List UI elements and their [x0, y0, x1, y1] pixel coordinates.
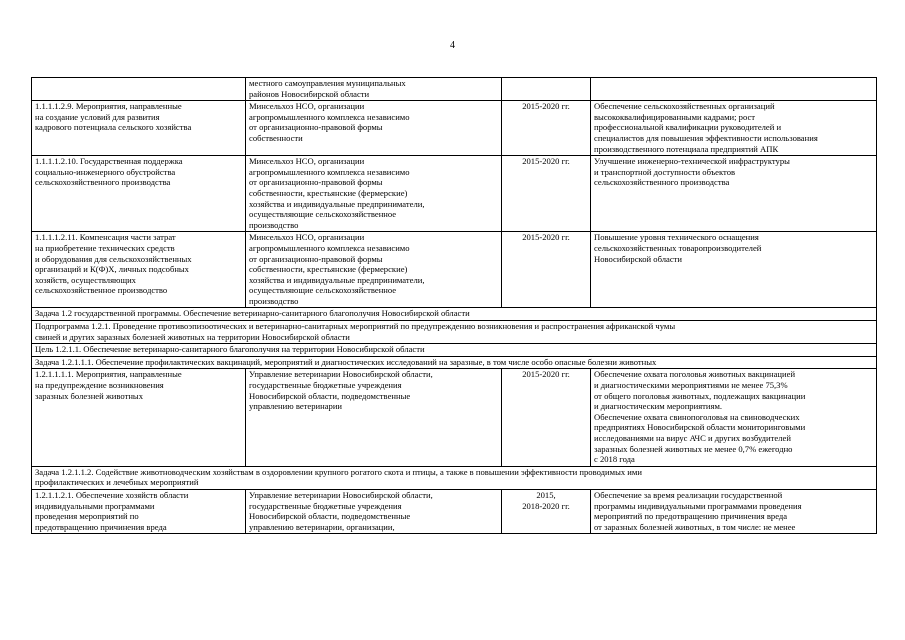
activity-row [32, 101, 877, 156]
activity-cell: 1.2.1.1.2.1. Обеспечение хозяйств области индивидуальными программами проведения мероприятий по предотвращению причинения вреда [32, 489, 246, 533]
section-heading-row [32, 466, 877, 489]
activity-cell [32, 78, 246, 101]
executor-cell: Минсельхоз НСО, организации агропромышленного комплекса независимо от организационно-правовой формы собственности [246, 101, 502, 156]
section-heading: Задача 1.2.1.1.1. Обеспечение профилактических вакцинаций, мероприятий и диагностических исследований на заразные, в том числе особо опасные болезни животных [32, 356, 877, 369]
period-cell [502, 78, 591, 101]
expected-result-cell: Повышение уровня технического оснащения сельскохозяйственных товаропроизводителей Новосибирской области [591, 232, 877, 308]
section-heading: Задача 1.2.1.1.2. Содействие животноводческим хозяйствам в оздоровлении крупного рогатого скота и птицы, а также в повышении эффективности проводимых ими профилактических и лечебных мероприятий [32, 466, 877, 489]
executor-cell: Управление ветеринарии Новосибирской области, государственные бюджетные учреждения Новосибирской области, подведомственные управлению ветеринарии, организации, [246, 489, 502, 533]
period-cell: 2015-2020 гг. [502, 156, 591, 232]
section-heading-row [32, 356, 877, 369]
activity-row [32, 156, 877, 232]
activity-row [32, 369, 877, 466]
section-heading: Задача 1.2 государственной программы. Обеспечение ветеринарно-санитарного благополучия Новосибирской области [32, 308, 877, 321]
page-number: 4 [450, 40, 455, 51]
period-cell: 2015, 2018-2020 гг. [502, 489, 591, 533]
section-heading: Цель 1.2.1.1. Обеспечение ветеринарно-санитарного благополучия на территории Новосибирской области [32, 344, 877, 357]
expected-result-cell: Улучшение инженерно-технической инфраструктуры и транспортной доступности объектов сельскохозяйственного производства [591, 156, 877, 232]
executor-cell: Минсельхоз НСО, организации агропромышленного комплекса независимо от организационно-правовой формы собственности, крестьянские (фермерские) хозяйства и индивидуальные предприниматели, осуществляющие сельскохозяйственное производство [246, 156, 502, 232]
section-heading: Подпрограмма 1.2.1. Проведение противоэпизоотических и ветеринарно-санитарных мероприятий по предупреждению возникновения и распространения африканской чумы свиней и других заразных болезней животных на территории Новосибирской области [32, 321, 877, 344]
activity-row [32, 489, 877, 533]
expected-result-cell: Обеспечение за время реализации государственной программы индивидуальными программами проведения мероприятий по предотвращению причинения вреда от заразных болезней животных, в том числе: не менее [591, 489, 877, 533]
period-cell: 2015-2020 гг. [502, 369, 591, 466]
expected-result-cell [591, 78, 877, 101]
executor-cell: Минсельхоз НСО, организации агропромышленного комплекса независимо от организационно-правовой формы собственности, крестьянские (фермерские) хозяйства и индивидуальные предприниматели, осуществляющие сельскохозяйственное производство [246, 232, 502, 308]
executor-cell: Управление ветеринарии Новосибирской области, государственные бюджетные учреждения Новосибирской области, подведомственные управлению ветеринарии [246, 369, 502, 466]
activity-cell: 1.1.1.1.2.9. Мероприятия, направленные на создание условий для развития кадрового потенциала сельского хозяйства [32, 101, 246, 156]
expected-result-cell: Обеспечение охвата поголовья животных вакцинацией и диагностическими мероприятиями не менее 75,3% от общего поголовья животных, подлежащих вакцинации и диагностическим мероприятиям. Обеспечение охвата свинопоголовья на свиноводческих предприятиях Новосибирской области мониторинговыми исследованиями на вирус АЧС и других возбудителей заразных болезней животных не менее 0,7% ежегодно с 2018 года [591, 369, 877, 466]
activity-row [32, 78, 877, 101]
executor-cell: местного самоуправления муниципальных районов Новосибирской области [246, 78, 502, 101]
activity-row [32, 232, 877, 308]
section-heading-row [32, 321, 877, 344]
activity-cell: 1.2.1.1.1.1. Мероприятия, направленные на предупреждение возникновения заразных болезней животных [32, 369, 246, 466]
period-cell: 2015-2020 гг. [502, 101, 591, 156]
period-cell: 2015-2020 гг. [502, 232, 591, 308]
activity-cell: 1.1.1.1.2.11. Компенсация части затрат на приобретение технических средств и оборудования для сельскохозяйственных организаций и К(Ф)Х, личных подсобных хозяйств, осуществляющих сельскохозяйственное производство [32, 232, 246, 308]
expected-result-cell: Обеспечение сельскохозяйственных организаций высококвалифицированными кадрами; рост профессиональной квалификации руководителей и специалистов для повышения эффективности использования производственного потенциала предприятий АПК [591, 101, 877, 156]
program-activities-table [31, 77, 877, 534]
activity-cell: 1.1.1.1.2.10. Государственная поддержка социально-инженерного обустройства сельскохозяйственного производства [32, 156, 246, 232]
section-heading-row [32, 344, 877, 357]
section-heading-row [32, 308, 877, 321]
